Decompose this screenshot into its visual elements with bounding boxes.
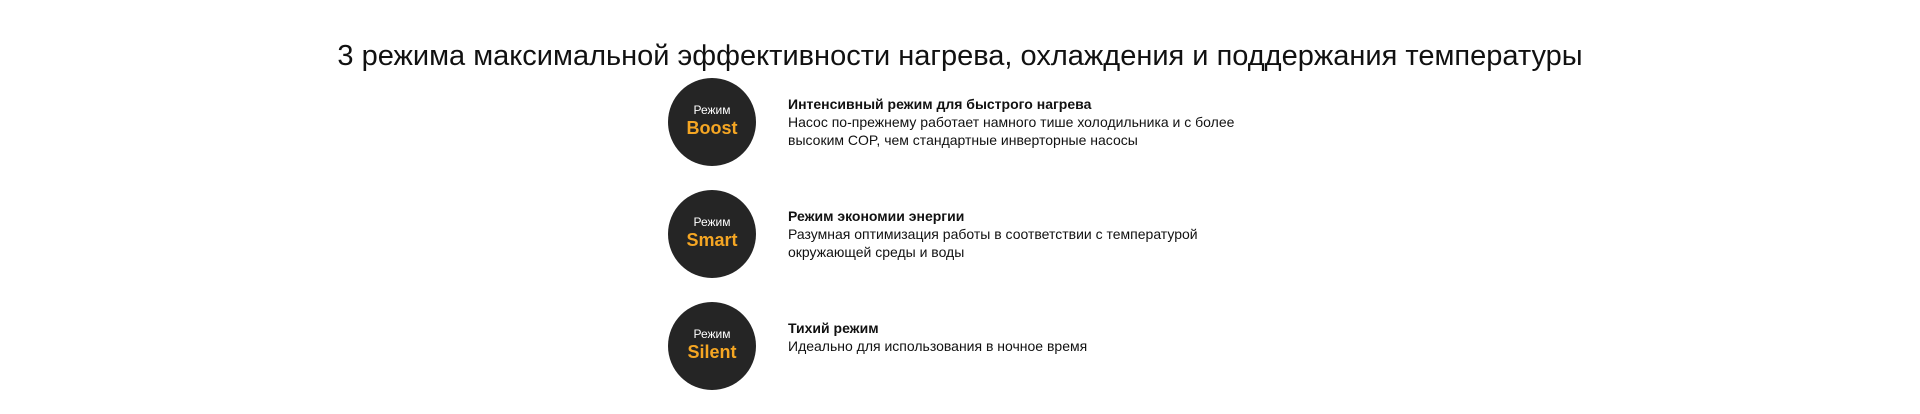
- badge-caption: Режим: [693, 327, 731, 341]
- mode-item-smart: [668, 190, 1368, 278]
- mode-text: [788, 319, 1348, 355]
- badge-name: Boost: [686, 118, 738, 138]
- mode-badge: [668, 302, 756, 390]
- mode-text: [788, 95, 1348, 149]
- mode-item-silent: [668, 302, 1368, 390]
- mode-item-boost: [668, 78, 1368, 166]
- mode-title: Режим экономии энергии: [788, 208, 965, 224]
- modes-list: [668, 78, 1368, 414]
- mode-badge: [668, 78, 756, 166]
- mode-description: Идеально для использования в ночное время: [788, 338, 1088, 354]
- badge-name: Silent: [687, 342, 737, 362]
- badge-caption: Режим: [693, 103, 731, 117]
- mode-badge: [668, 190, 756, 278]
- mode-description: Насос по-прежнему работает намного тише холодильника и с более высоким COP, чем стандартные инверторные насосы: [788, 114, 1235, 148]
- badge-name: Smart: [686, 230, 738, 250]
- page-title: 3 режима максимальной эффективности нагрева, охлаждения и поддержания температуры: [337, 40, 1583, 73]
- badge-caption: Режим: [693, 215, 731, 229]
- mode-text: [788, 207, 1348, 261]
- mode-description: Разумная оптимизация работы в соответствии с температурой окружающей среды и воды: [788, 226, 1198, 260]
- mode-title: Интенсивный режим для быстрого нагрева: [788, 96, 1092, 112]
- mode-title: Тихий режим: [788, 320, 879, 336]
